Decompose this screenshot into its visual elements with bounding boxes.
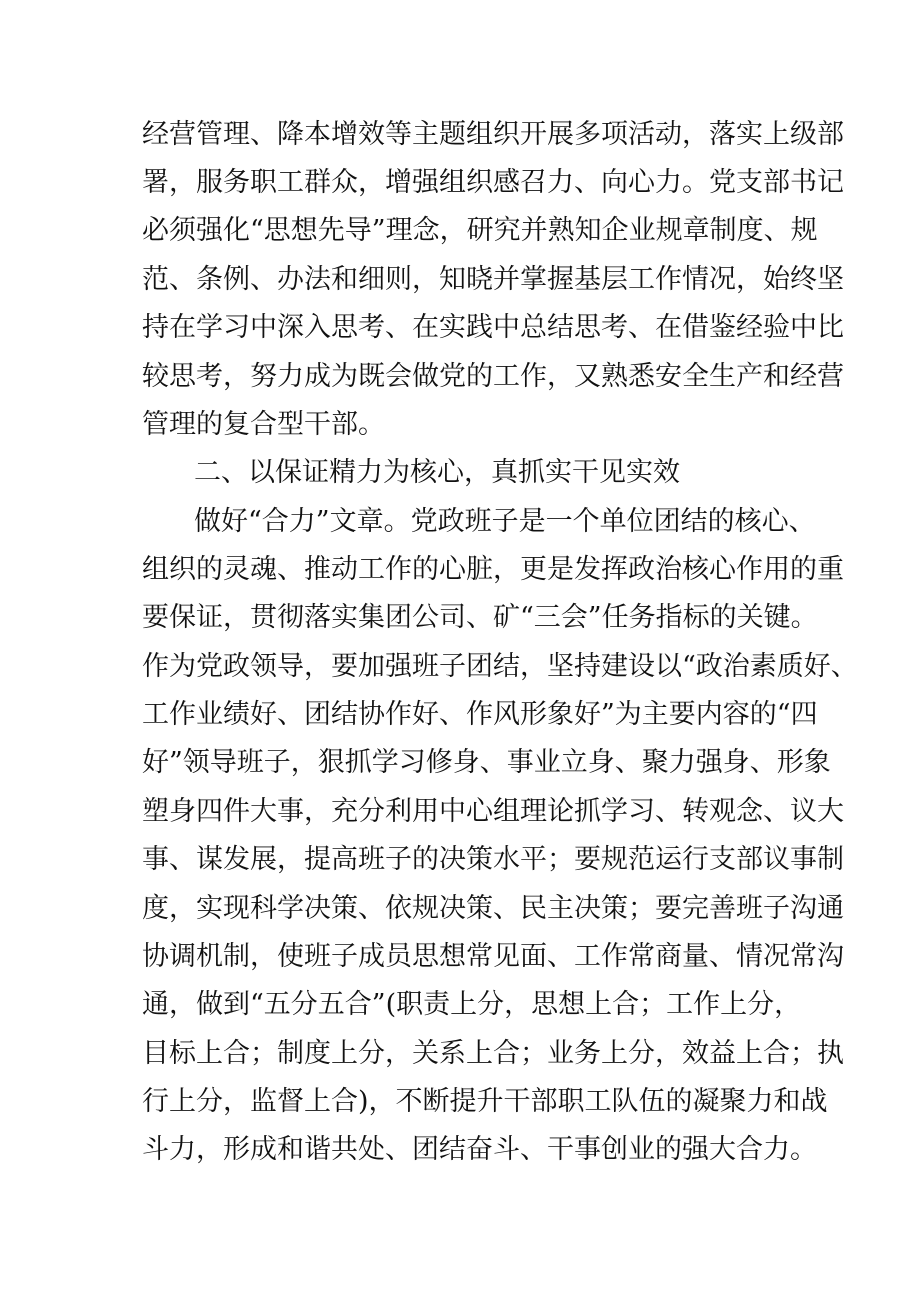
paragraph-2-line: 作为党政领导，要加强班子团结，坚持建设以“政治素质好、 <box>142 651 858 682</box>
paragraph-2-line: 通，做到“五分五合”(职责上分，思想上合；工作上分， <box>142 989 802 1020</box>
paragraph-2-line: 目标上合；制度上分，关系上合；业务上分，效益上合；执 <box>142 1038 844 1069</box>
paragraph-1-line: 范、条例、办法和细则，知晓并掌握基层工作情况，始终坚 <box>142 264 844 295</box>
paragraph-1-line: 署，服务职工群众，增强组织感召力、向心力。党支部书记 <box>142 167 844 198</box>
paragraph-2-line: 度，实现科学决策、依规决策、民主决策；要完善班子沟通 <box>142 893 844 924</box>
paragraph-2-line: 要保证，贯彻落实集团公司、矿“三会”任务指标的关键。 <box>142 602 818 633</box>
paragraph-2-line: 组织的灵魂、推动工作的心脏，更是发挥政治核心作用的重 <box>142 554 844 585</box>
paragraph-1-line: 必须强化“思想先导”理念，研究并熟知企业规章制度、规 <box>142 215 818 246</box>
paragraph-2-line: 塑身四件大事，充分利用中心组理论抓学习、转观念、议大 <box>142 796 844 827</box>
paragraph-1-line: 持在学习中深入思考、在实践中总结思考、在借鉴经验中比 <box>142 312 844 343</box>
paragraph-1-line: 较思考，努力成为既会做党的工作，又熟悉安全生产和经营 <box>142 361 844 392</box>
paragraph-1-line: 经营管理、降本增效等主题组织开展多项活动，落实上级部 <box>142 119 844 150</box>
paragraph-2-line: 协调机制，使班子成员思想常见面、工作常商量、情况常沟 <box>142 941 844 972</box>
paragraph-2-line: 好”领导班子，狠抓学习修身、事业立身、聚力强身、形象 <box>142 747 831 778</box>
paragraph-2-line: 行上分，监督上合)，不断提升干部职工队伍的凝聚力和战 <box>142 1086 828 1117</box>
section-heading: 二、以保证精力为核心，真抓实干见实效 <box>194 457 680 488</box>
paragraph-2-line: 斗力，形成和谐共处、团结奋斗、干事创业的强大合力。 <box>142 1134 817 1165</box>
paragraph-2-line: 做好“合力”文章。党政班子是一个单位团结的核心、 <box>194 506 816 537</box>
paragraph-2-line: 工作业绩好、团结协作好、作风形象好”为主要内容的“四 <box>142 699 818 730</box>
paragraph-2-line: 事、谋发展，提高班子的决策水平；要规范运行支部议事制 <box>142 844 844 875</box>
paragraph-1-line: 管理的复合型干部。 <box>142 409 385 440</box>
